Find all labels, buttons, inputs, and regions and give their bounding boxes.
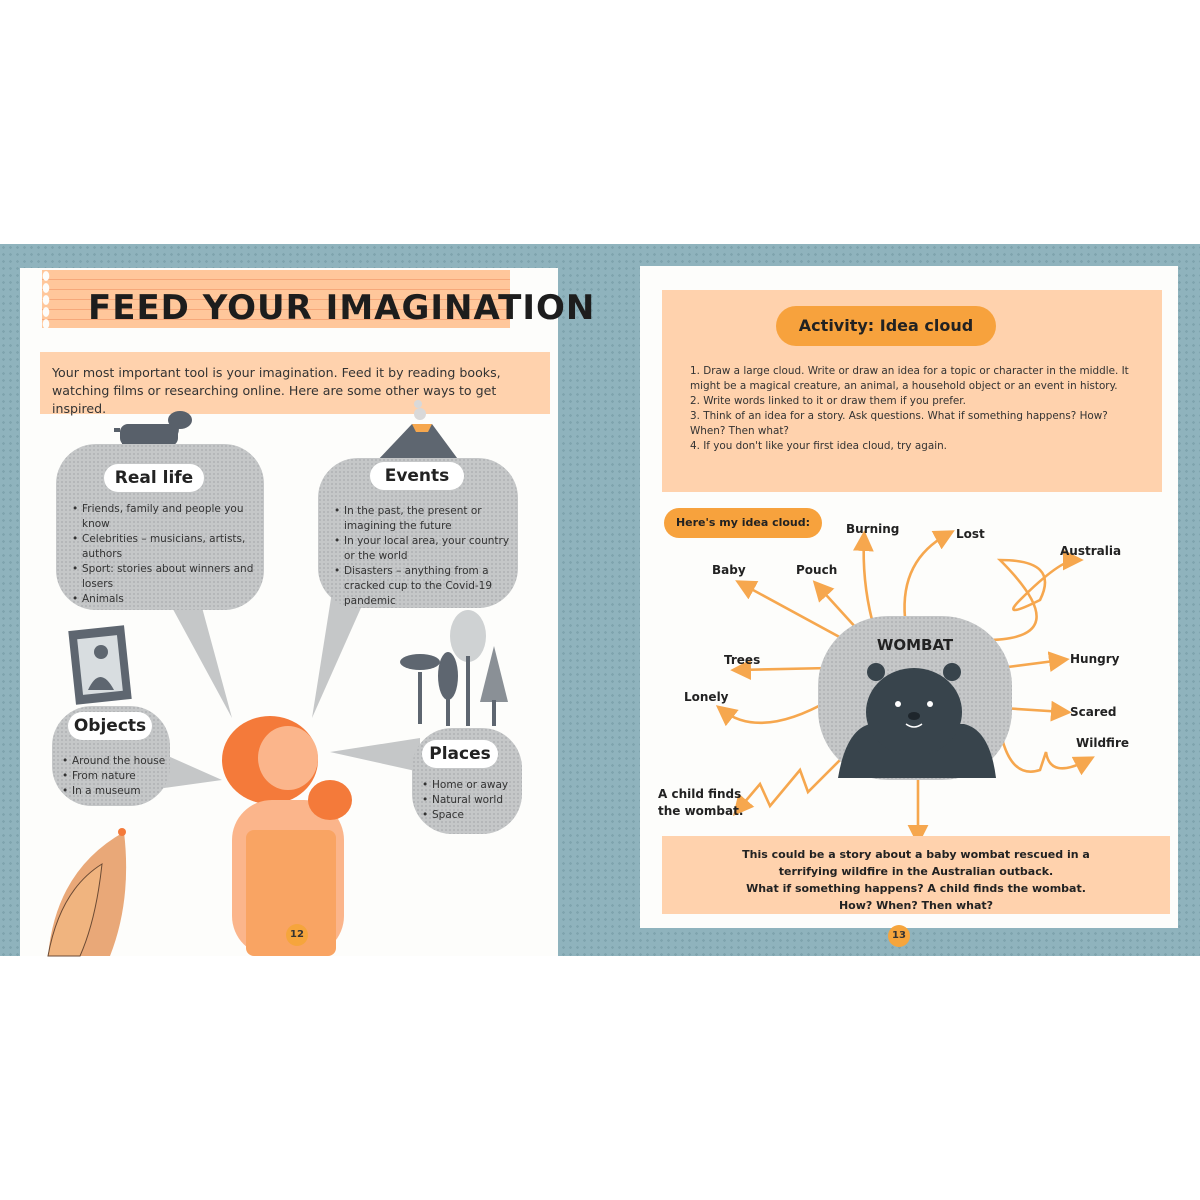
word-australia: Australia xyxy=(1060,544,1122,558)
list-item: • In your local area, your country or the world xyxy=(344,534,522,564)
activity-title: Activity: Idea cloud xyxy=(776,306,996,346)
objects-label: Objects xyxy=(68,712,152,740)
step-2: 2. Write words linked to it or draw them if you prefer. xyxy=(690,395,966,407)
list-item: • Home or away xyxy=(432,778,532,793)
word-hungry: Hungry xyxy=(1070,652,1120,666)
list-item: • Sport: stories about winners and losers xyxy=(82,562,274,592)
list-item: • Animals xyxy=(82,592,274,607)
list-item: • In the past, the present or imagining the future xyxy=(344,504,522,534)
word-child-line-2: the wombat. xyxy=(658,804,744,818)
word-scared: Scared xyxy=(1070,705,1117,719)
events-label: Events xyxy=(370,462,464,490)
step-3: 3. Think of an idea for a story. Ask questions. What if something happens? How? When? Then what? xyxy=(690,410,1108,437)
page-title: FEED YOUR IMAGINATION xyxy=(88,288,596,328)
real-life-label: Real life xyxy=(104,464,204,492)
word-baby: Baby xyxy=(712,563,746,577)
story-line: terrifying wildfire in the Australian outback. xyxy=(778,865,1054,878)
list-item: • Celebrities – musicians, artists, authors xyxy=(82,532,274,562)
center-word: WOMBAT xyxy=(876,636,954,654)
list-item: • In a museum xyxy=(72,784,182,799)
list-item: • Disasters – anything from a cracked cup to the Covid-19 pandemic xyxy=(344,564,522,609)
page-number-right: 13 xyxy=(888,925,910,947)
story-line: This could be a story about a baby wombat rescued in a xyxy=(742,848,1090,861)
word-wildfire: Wildfire xyxy=(1076,736,1130,750)
story-line: How? When? Then what? xyxy=(838,899,994,912)
list-item: • Natural world xyxy=(432,793,532,808)
story-line: What if something happens? A child finds the wombat. xyxy=(746,882,1086,895)
step-1: 1. Draw a large cloud. Write or draw an idea for a topic or character in the middle. It might be a magical creature, an animal, a household object or an event in history. xyxy=(690,365,1129,392)
word-lonely: Lonely xyxy=(684,690,729,704)
list-item: • Around the house xyxy=(72,754,182,769)
places-label: Places xyxy=(422,740,498,768)
story-text xyxy=(676,846,1156,914)
my-idea-cloud-label: Here's my idea cloud: xyxy=(664,508,822,538)
intro-text: Your most important tool is your imagination. Feed it by reading books, watching films or researching online. Here are some other ways to get inspired. xyxy=(52,365,501,416)
step-4: 4. If you don't like your first idea cloud, try again. xyxy=(690,440,947,452)
word-child-line-1: A child finds xyxy=(658,787,742,801)
word-lost: Lost xyxy=(956,527,985,541)
list-item: • From nature xyxy=(72,769,182,784)
word-trees: Trees xyxy=(724,653,761,667)
word-pouch: Pouch xyxy=(796,563,838,577)
page-number-left: 12 xyxy=(286,924,308,946)
list-item: • Friends, family and people you know xyxy=(82,502,274,532)
list-item: • Space xyxy=(432,808,532,823)
word-burning: Burning xyxy=(846,522,900,536)
